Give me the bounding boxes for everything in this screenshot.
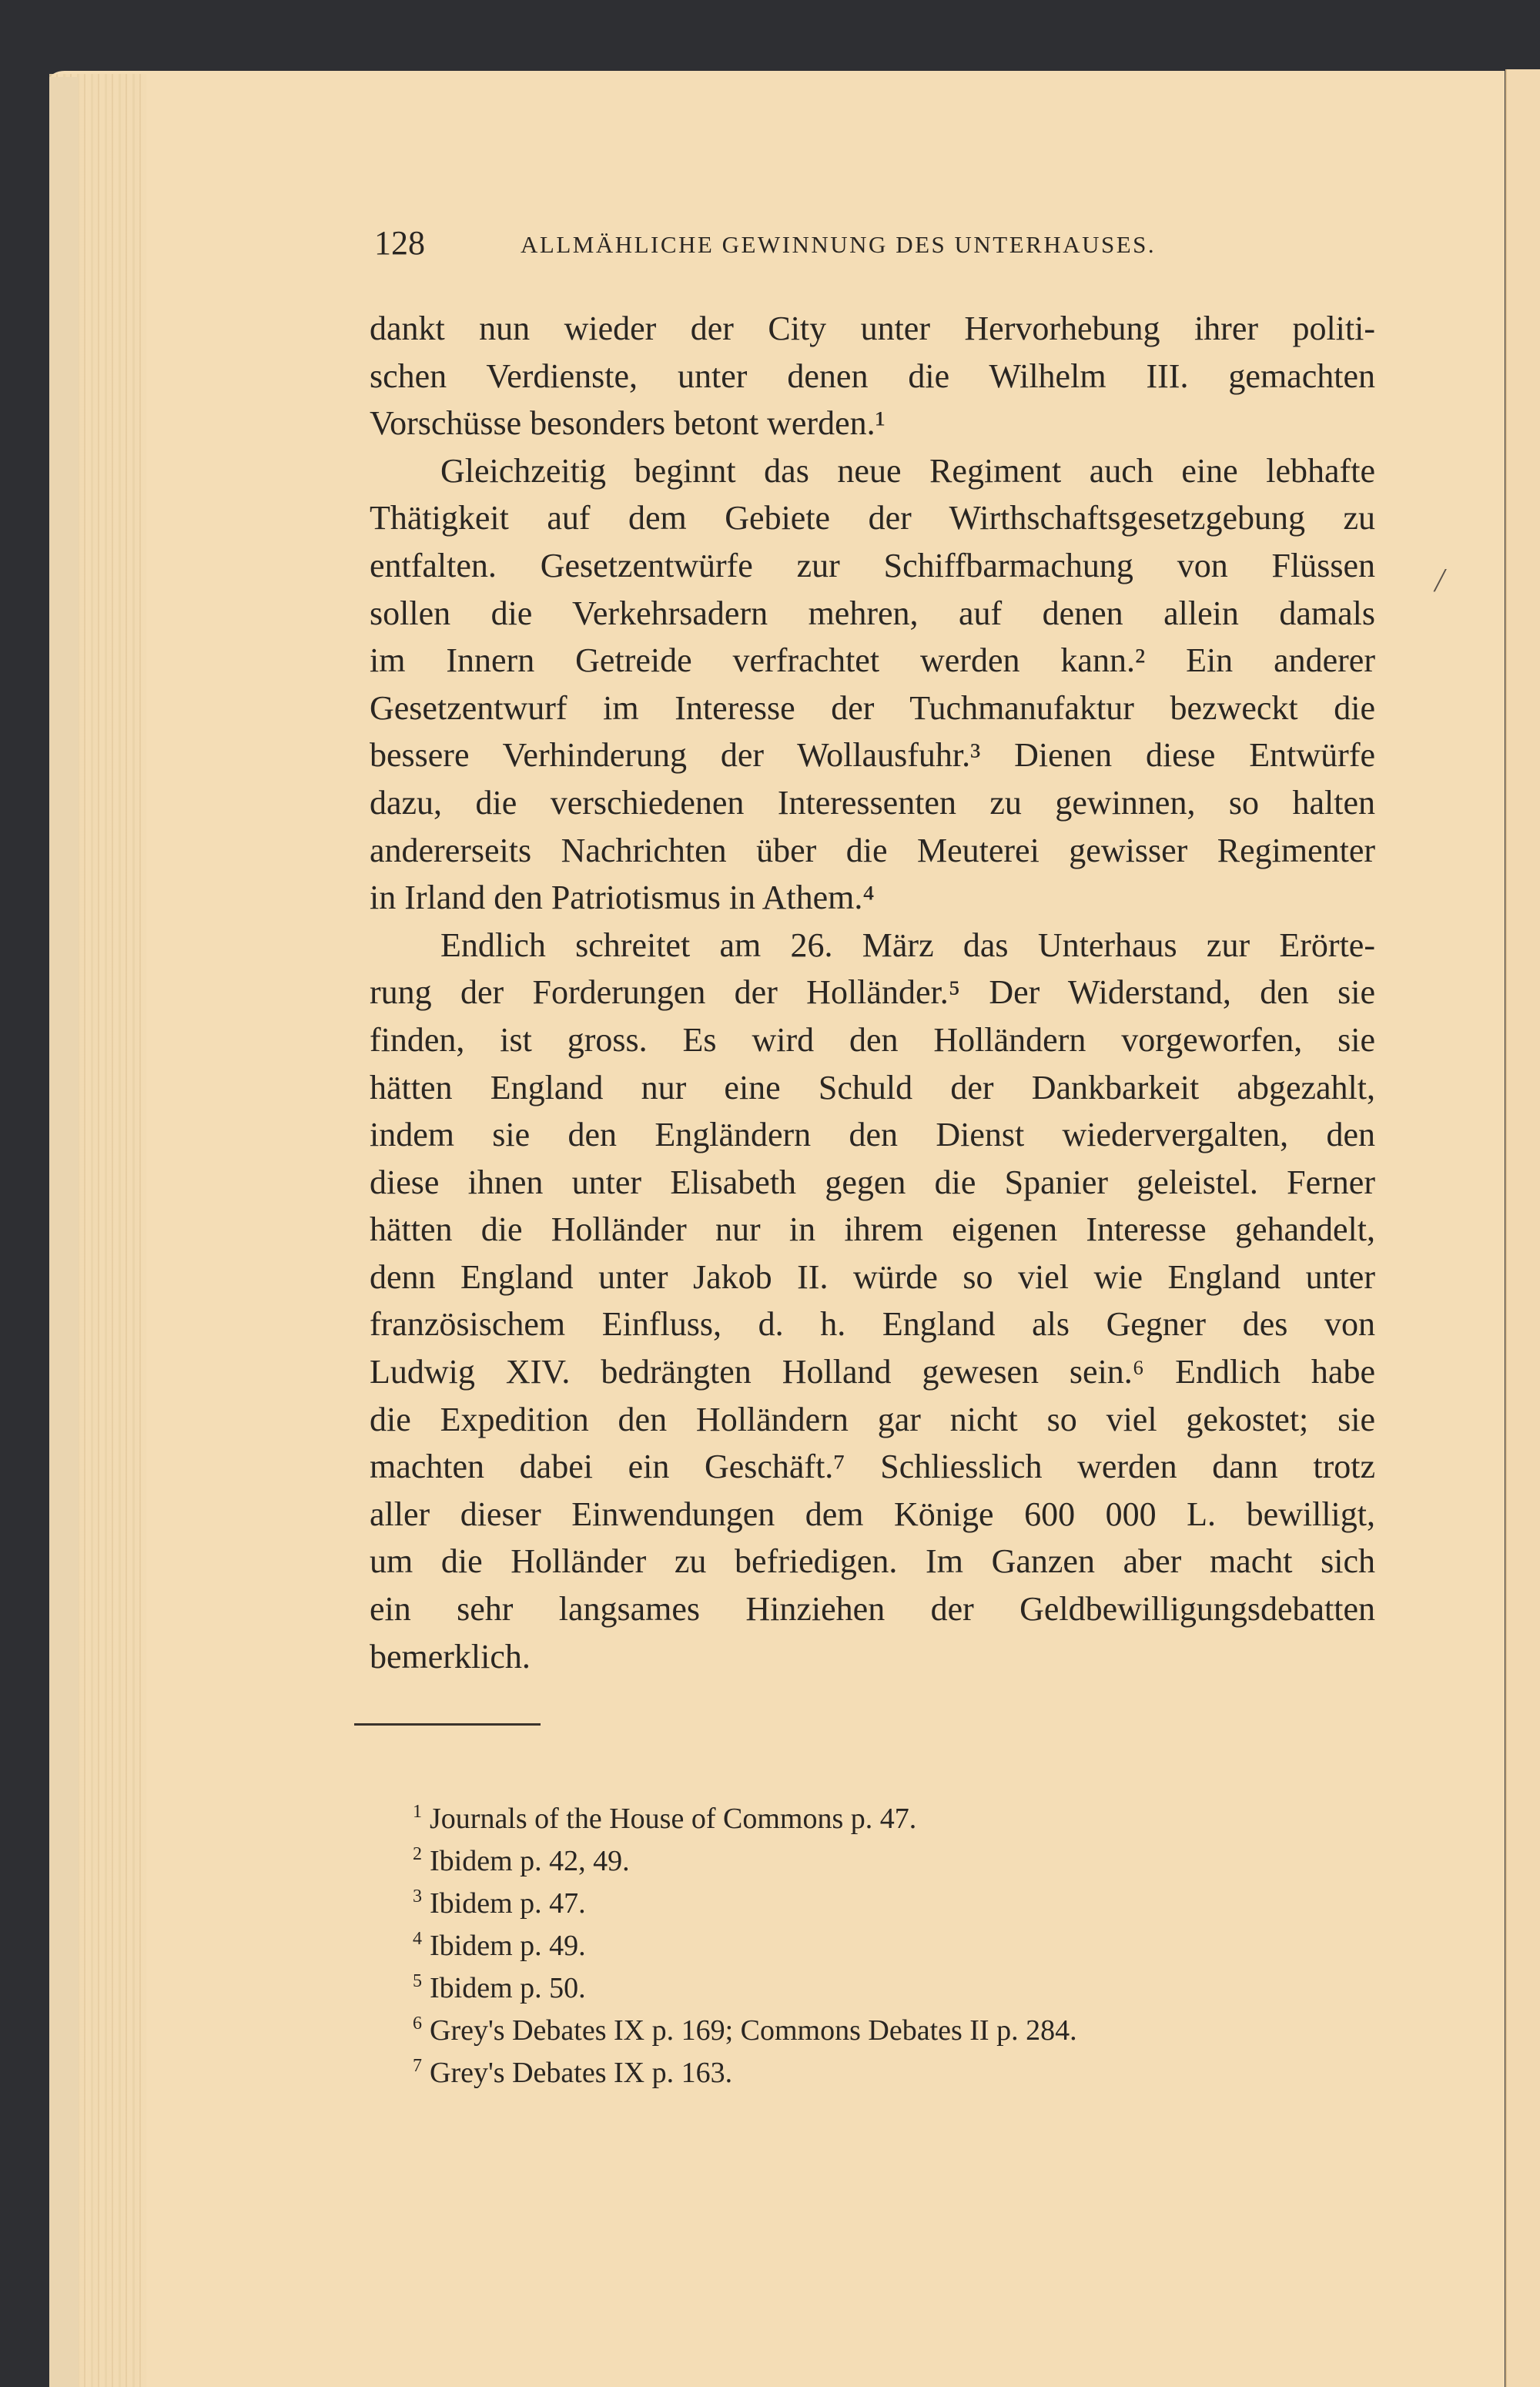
text-line: finden, ist gross. Es wird den Holländern vorgeworfen, sie [370, 1020, 1375, 1059]
paragraph [370, 922, 1375, 1681]
page-number: 128 [374, 224, 425, 262]
page-header [374, 223, 1391, 270]
running-title: ALLMÄHLICHE GEWINNUNG DES UNTERHAUSES. [521, 231, 1157, 258]
footnote [413, 1960, 1077, 2003]
footnote-text: Grey's Debates IX p. 169; Commons Debates II p. 284. [430, 2014, 1077, 2047]
text-line: indem sie den Engländern den Dienst wiedervergalten, den [370, 1116, 1375, 1154]
footnote-rule [354, 1723, 541, 1726]
footnote-text: Ibidem p. 50. [430, 1972, 586, 2004]
footnote [413, 2003, 1077, 2045]
text-line: Ludwig XIV. bedrängten Holland gewesen sein.⁶ Endlich habe [370, 1353, 1375, 1391]
footnote-number: 5 [413, 1971, 422, 1991]
text-line: machten dabei ein Geschäft.⁷ Schliesslich werden dann trotz [370, 1448, 1375, 1486]
text-line: dazu, die verschiedenen Interessenten zu gewinnen, so halten [370, 783, 1375, 822]
text-line: Endlich schreitet am 26. März das Unterhaus zur Erörte- [440, 926, 1375, 964]
text-line: denn England unter Jakob II. würde so viel wie England unter [370, 1257, 1375, 1296]
text-line: Gleichzeitig beginnt das neue Regiment auch eine lebhafte [440, 451, 1375, 490]
footnote-number: 4 [413, 1929, 422, 1949]
body-text [370, 305, 1375, 1680]
paragraph [370, 447, 1375, 922]
text-line: Gesetzentwurf im Interesse der Tuchmanufaktur bezweckt die [370, 688, 1375, 727]
footnote-number: 2 [413, 1844, 422, 1864]
text-line: sollen die Verkehrsadern mehren, auf denen allein damals [370, 594, 1375, 632]
text-line: aller dieser Einwendungen dem Könige 600 000 L. bewilligt, [370, 1495, 1375, 1533]
footnote-number: 6 [413, 2014, 422, 2034]
text-line: diese ihnen unter Elisabeth gegen die Spanier geleistel. Ferner [370, 1163, 1375, 1201]
footnote [413, 1876, 1077, 1918]
footnote [413, 1918, 1077, 1960]
footnote-text: Journals of the House of Commons p. 47. [430, 1803, 917, 1835]
text-line: entfalten. Gesetzentwürfe zur Schiffbarmachung von Flüssen [370, 546, 1375, 584]
footnote-text: Ibidem p. 42, 49. [430, 1845, 630, 1877]
text-line: rung der Forderungen der Holländer.⁵ Der Widerstand, den sie [370, 973, 1375, 1012]
footnote-text: Grey's Debates IX p. 163. [430, 2057, 733, 2089]
text-line: andererseits Nachrichten über die Meuterei gewisser Regimenter [370, 831, 1375, 869]
text-line: hätten die Holländer nur in ihrem eigenen Interesse gehandelt, [370, 1210, 1375, 1249]
facing-page-edge [1505, 69, 1540, 2387]
footnote-number: 7 [413, 2056, 422, 2076]
text-line: um die Holländer zu befriedigen. Im Ganzen aber macht sich [370, 1542, 1375, 1581]
paragraph [370, 305, 1375, 447]
text-line: schen Verdienste, unter denen die Wilhelm III. gemachten [370, 357, 1375, 395]
footnote-number: 1 [413, 1802, 422, 1822]
footnote [413, 2045, 1077, 2087]
footnote [413, 1791, 1077, 1833]
footnote-text: Ibidem p. 49. [430, 1930, 586, 1962]
footnote [413, 1833, 1077, 1876]
footnotes [413, 1791, 1077, 2087]
footnote-number: 3 [413, 1886, 422, 1907]
page-edge-outer [49, 77, 79, 2387]
text-line: Vorschüsse besonders betont werden.¹ [370, 404, 886, 443]
text-line: bessere Verhinderung der Wollausfuhr.³ Dienen diese Entwürfe [370, 736, 1375, 775]
footnote-text: Ibidem p. 47. [430, 1887, 586, 1920]
text-line: hätten England nur eine Schuld der Dankbarkeit abgezahlt, [370, 1068, 1375, 1106]
text-line: Thätigkeit auf dem Gebiete der Wirthschaftsgesetzgebung zu [370, 499, 1375, 537]
margin-pencil-mark: / [1431, 561, 1448, 599]
text-line: französischem Einfluss, d. h. England als Gegner des von [370, 1305, 1375, 1344]
text-line: bemerklich. [370, 1637, 531, 1676]
text-line: dankt nun wieder der City unter Hervorhebung ihrer politi- [370, 310, 1375, 347]
text-line: in Irland den Patriotismus in Athem.⁴ [370, 879, 875, 917]
text-line: im Innern Getreide verfrachtet werden kann.² Ein anderer [370, 641, 1375, 680]
text-line: ein sehr langsames Hinziehen der Geldbewilligungsdebatten [370, 1590, 1375, 1629]
text-line: die Expedition den Holländern gar nicht so viel gekostet; sie [370, 1400, 1375, 1438]
